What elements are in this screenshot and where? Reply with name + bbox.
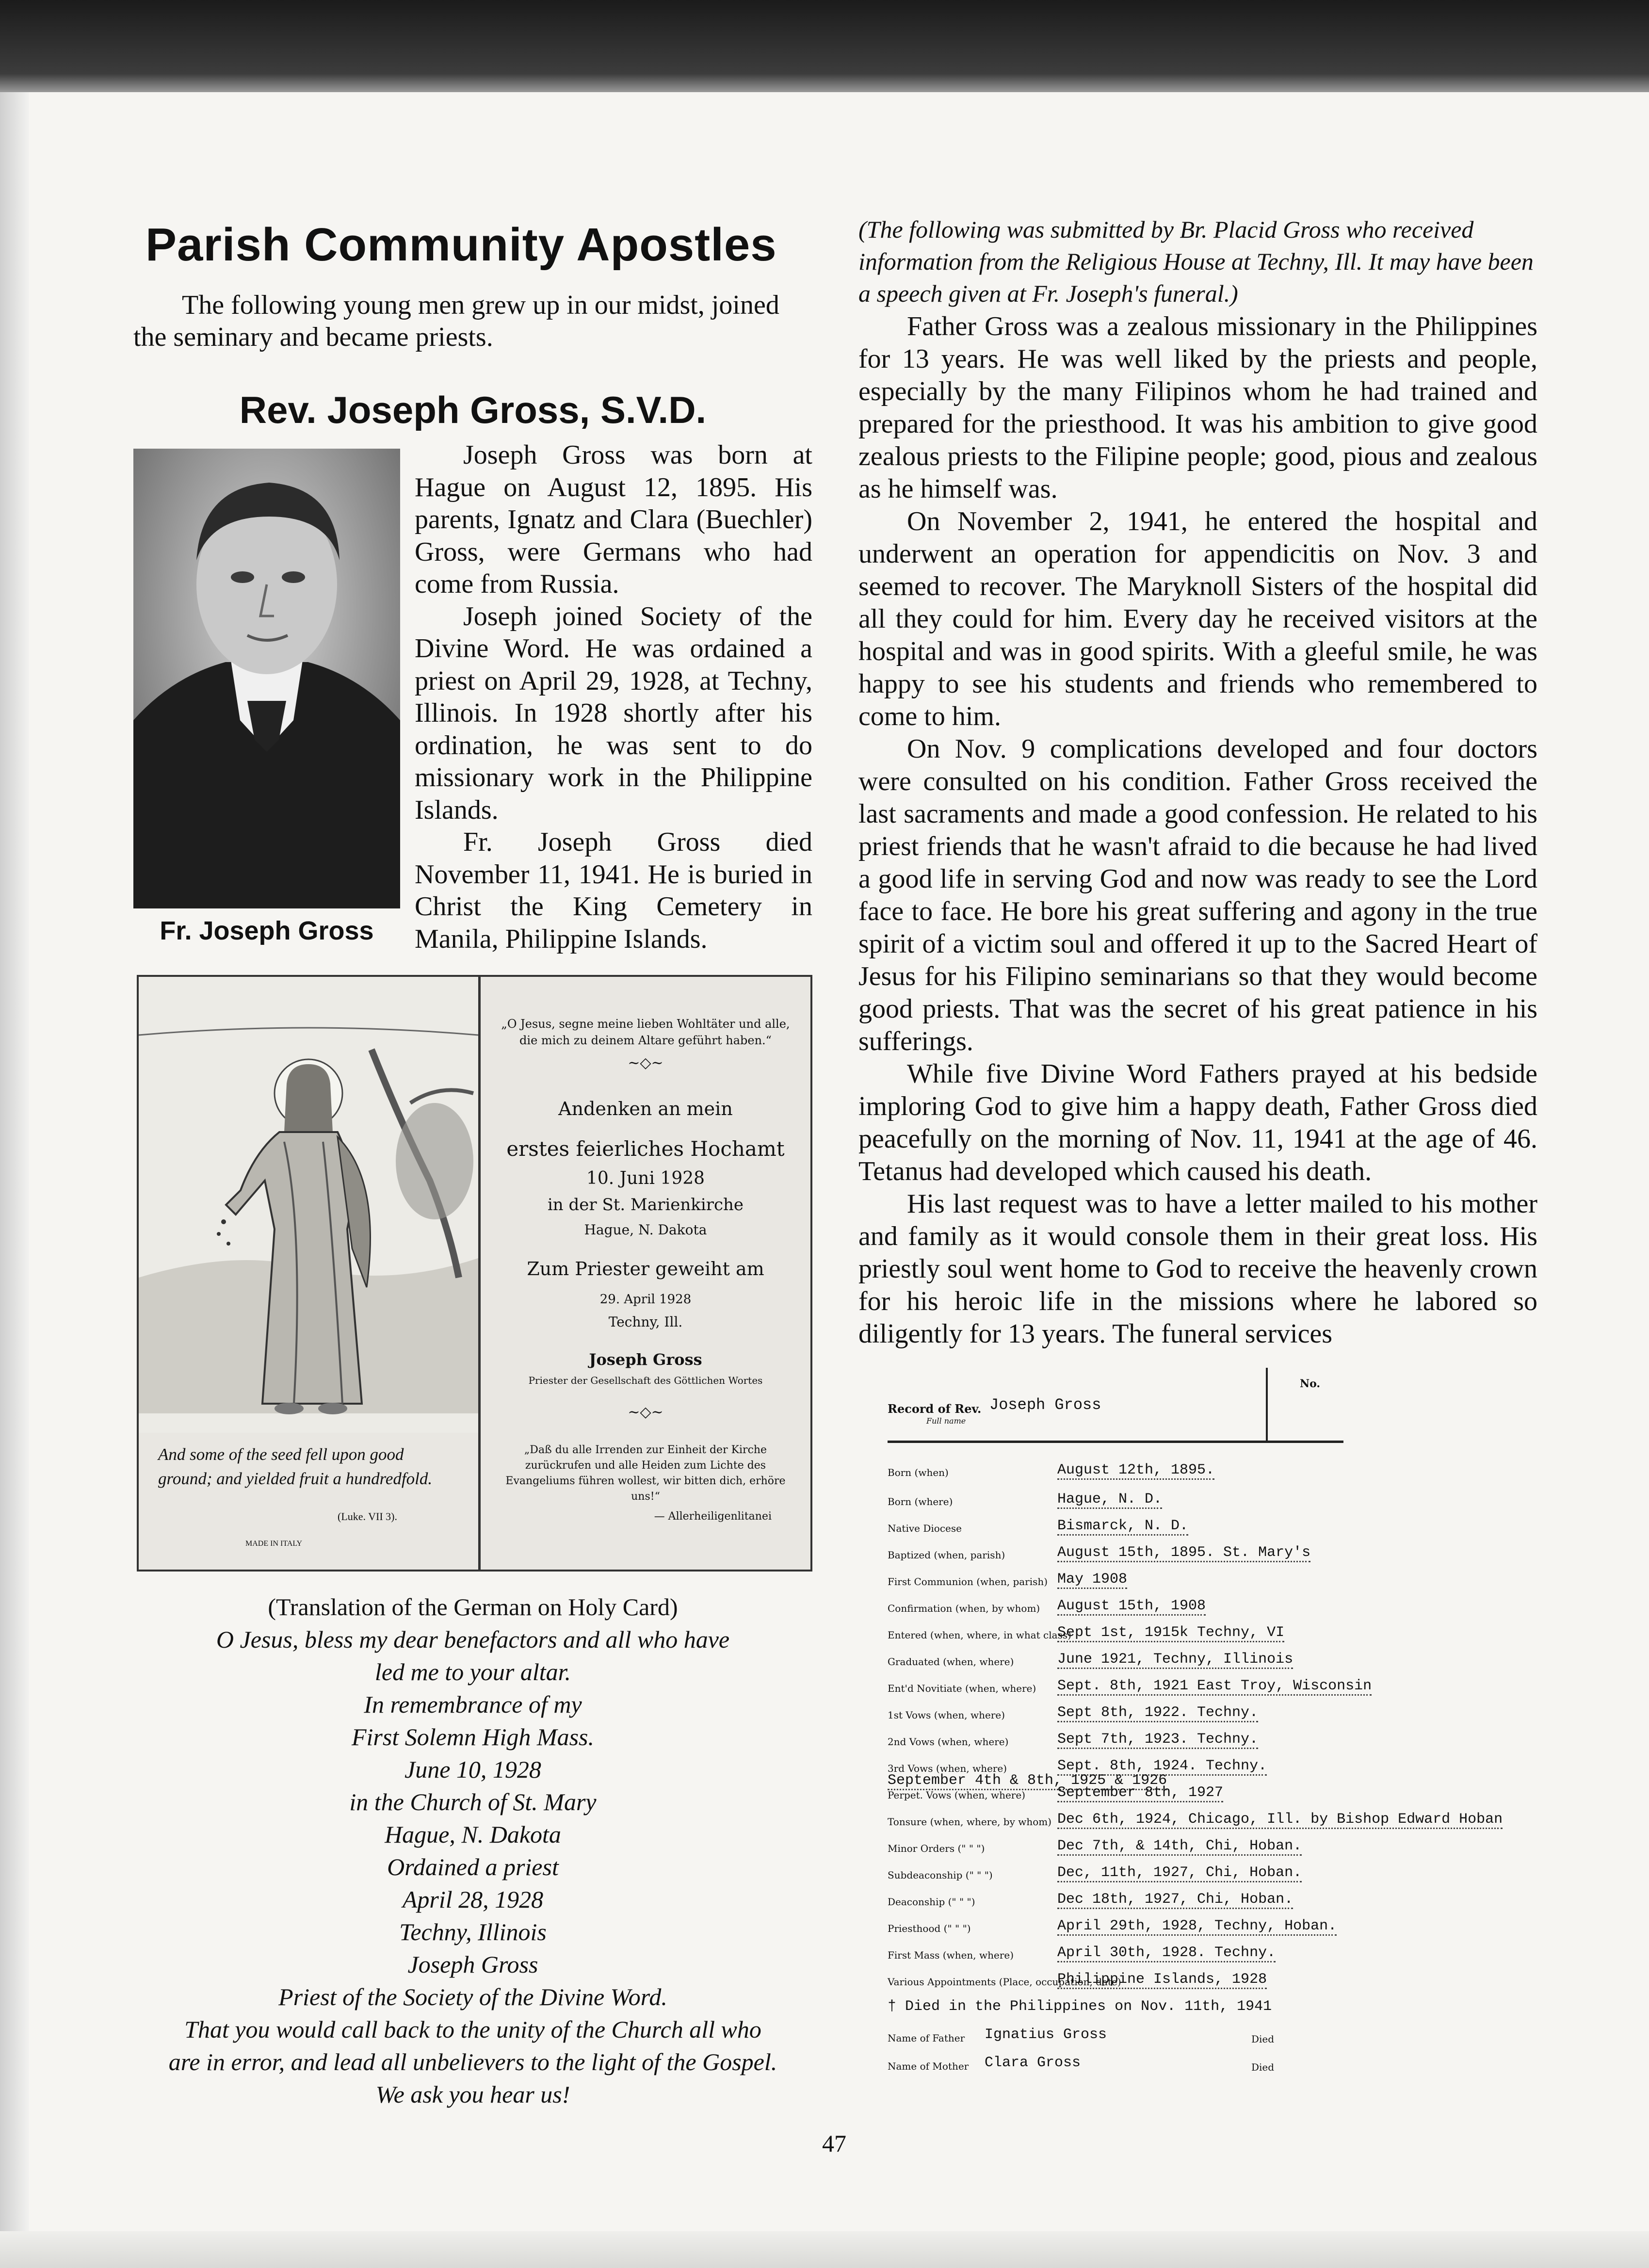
record-row	[888, 1916, 1547, 1940]
holy-card-line: 10. Juni 1928	[586, 1168, 705, 1188]
record-title-label: Record of Rev.	[888, 1402, 982, 1416]
right-article	[858, 310, 1537, 1350]
record-row	[888, 1782, 1547, 1807]
record-row-label: 1st Vows (when, where)	[888, 1709, 1005, 1721]
translation-line: Techny, Illinois	[399, 1918, 547, 1945]
record-row	[888, 1676, 1547, 1700]
record-row	[888, 1622, 1547, 1647]
record-rule	[888, 1441, 1343, 1443]
article-paragraph: On November 2, 1941, he entered the hospital and underwent an operation for appendicitis on Nov. 3 and seemed to recover. The Maryknoll Sisters of the hospital did all they could for him. Every day he received visitors at the hospital and was in good spirits. With a gleeful smile, he was happy to see his students and friends who remembered to come to him.	[858, 506, 1537, 731]
translation-line: June 10, 1928	[404, 1756, 541, 1783]
sower-illustration	[139, 977, 478, 1433]
record-row	[888, 1542, 1547, 1567]
article-paragraph: His last request was to have a letter mailed to his mother and family as it would console them in their great loss. His priestly soul went home to God to receive the heavenly crown for his heroic life in the missions where he labored so diligently for 13 years. The funeral services	[858, 1189, 1537, 1349]
translation-line: In remembrance of my	[364, 1691, 582, 1718]
holy-card-image-caption: And some of the seed fell upon good ground; and yielded fruit a hundredfold.	[158, 1445, 433, 1488]
record-divider	[1266, 1368, 1268, 1441]
translation-line: Hague, N. Dakota	[385, 1821, 561, 1848]
translation-line: Priest of the Society of the Divine Word.	[278, 1983, 667, 2010]
record-father-label: Name of Father	[888, 2032, 965, 2044]
record-row-label: Confirmation (when, by whom)	[888, 1603, 1040, 1614]
holy-card-line: Hague, N. Dakota	[584, 1222, 707, 1238]
record-died-label: Died	[1251, 2033, 1275, 2045]
bottom-edge	[0, 2231, 1649, 2268]
translation-line: (Translation of the German on Holy Card)	[268, 1593, 678, 1620]
translation-line: That you would call back to the unity of the Church all who	[184, 2016, 761, 2043]
record-row	[888, 1863, 1547, 1887]
record-row-value: September 4th & 8th, 1925 & 1926	[888, 1772, 1167, 1790]
record-row	[888, 1969, 1547, 1993]
article-paragraph: Father Gross was a zealous missionary in the Philippines for 13 years. He was well liked by the priests and people, especially by the many Filipinos whom he had trained and prepared for the priesthood. It was his ambition to give good zealous priests to the Filipine people; good, pious and zealous as he himself was.	[858, 311, 1537, 504]
holy-card-line: Zum Priester geweiht am	[527, 1258, 764, 1280]
intro-text: The following young men grew up in our midst, joined the seminary and became priests.	[133, 290, 779, 352]
page-spine-shadow	[0, 92, 29, 2268]
record-fullname-label: Full name	[926, 1416, 966, 1426]
record-row-label: 2nd Vows (when, where)	[888, 1736, 1009, 1748]
record-row-label: Native Diocese	[888, 1523, 962, 1534]
record-row	[888, 1889, 1547, 1913]
holy-card-line: in der St. Marienkirche	[547, 1195, 744, 1215]
right-note	[858, 213, 1537, 309]
record-row	[888, 1729, 1547, 1753]
subheading: Rev. Joseph Gross, S.V.D.	[239, 389, 707, 431]
record-row-value: Dec 7th, & 14th, Chi, Hoban.	[1057, 1838, 1302, 1856]
translation-line: Joseph Gross	[407, 1951, 538, 1978]
record-row-label: Tonsure (when, where, by whom)	[888, 1816, 1052, 1828]
photo-caption: Fr. Joseph Gross	[160, 916, 374, 945]
translation-line: We ask you hear us!	[375, 2081, 570, 2108]
record-row-value: Philippine Islands, 1928	[1057, 1971, 1267, 1989]
record-row	[888, 1569, 1547, 1593]
record-row-value: Hague, N. D.	[1057, 1491, 1162, 1509]
record-mother-value: Clara Gross	[985, 2055, 1081, 2071]
record-row	[888, 1489, 1547, 1513]
record-row-value: August 15th, 1908	[1057, 1598, 1206, 1616]
translation-line: Ordained a priest	[387, 1853, 559, 1880]
record-row-value: Sept. 8th, 1921 East Troy, Wisconsin	[1057, 1678, 1372, 1696]
bio-text	[415, 439, 812, 955]
record-row-value: April 30th, 1928. Techny.	[1057, 1944, 1276, 1962]
record-row-label: First Mass (when, where)	[888, 1949, 1014, 1961]
translation-line: First Solemn High Mass.	[352, 1723, 594, 1750]
record-row-value: Dec, 11th, 1927, Chi, Hoban.	[1057, 1864, 1302, 1882]
record-row-value: June 1921, Techny, Illinois	[1057, 1651, 1293, 1669]
record-row-value: August 12th, 1895.	[1057, 1462, 1214, 1480]
holy-card-scripture-ref: (Luke. VII 3).	[338, 1510, 397, 1523]
holy-card-line: erstes feierliches Hochamt	[506, 1137, 785, 1161]
record-row-value: April 29th, 1928, Techny, Hoban.	[1057, 1918, 1337, 1936]
record-father-value: Ignatius Gross	[985, 2026, 1107, 2043]
record-row	[888, 1943, 1547, 1967]
record-row-label: Born (when)	[888, 1467, 949, 1478]
ornament: ~◇~	[628, 1404, 663, 1421]
submission-note: (The following was submitted by Br. Placid Gross who received information from the Religious House at Techny, Ill. It may have been a speech given at Fr. Joseph's funeral.)	[858, 216, 1534, 307]
record-row-value: Sept 7th, 1923. Techny.	[1057, 1731, 1258, 1749]
record-row	[888, 1702, 1547, 1727]
holy-card-prayer-source: — Allerheiligenlitanei	[654, 1510, 772, 1523]
record-row-label: Entered (when, where, in what class)	[888, 1629, 1071, 1641]
record-row-label: Graduated (when, where)	[888, 1656, 1014, 1668]
translation-line: O Jesus, bless my dear benefactors and all who have	[216, 1626, 730, 1653]
record-row-label: First Communion (when, parish)	[888, 1576, 1048, 1588]
record-row	[888, 1516, 1547, 1540]
record-row-label: Deaconship (" " ")	[888, 1896, 975, 1908]
record-form	[888, 1368, 1547, 2086]
record-row-label: Baptized (when, parish)	[888, 1549, 1005, 1561]
record-died-line: † Died in the Philippines on Nov. 11th, 1941	[888, 1998, 1272, 2015]
translation-line: April 28, 1928	[402, 1886, 544, 1913]
holy-card-prayer-top: „O Jesus, segne meine lieben Wohltäter und alle, die mich zu deinem Altare geführt haben.“	[501, 1017, 790, 1047]
record-row-value: Sept 1st, 1915k Techny, VI	[1057, 1624, 1284, 1642]
record-row	[888, 1649, 1547, 1673]
holy-card-line: 29. April 1928	[599, 1292, 692, 1307]
record-row-value: Dec 18th, 1927, Chi, Hoban.	[1057, 1891, 1293, 1909]
record-mother-label: Name of Mother	[888, 2060, 969, 2072]
record-title-value: Joseph Gross	[989, 1396, 1101, 1414]
record-row-label: Various Appointments (Place, occupation, date)	[888, 1976, 1121, 1988]
holy-card-prayer-bottom: „Daß du alle Irrenden zur Einheit der Kirche zurückrufen und alle Heiden zum Lichte des Evangeliums führen wollest, wir bitten dich, erhöre uns!“	[505, 1444, 786, 1503]
record-no-label: No.	[1300, 1377, 1321, 1390]
translation-line: in the Church of St. Mary	[349, 1788, 597, 1815]
record-row	[888, 1836, 1547, 1860]
record-row-label: Priesthood (" " ")	[888, 1923, 971, 1934]
record-row-value: May 1908	[1057, 1571, 1127, 1589]
portrait-photo	[133, 449, 400, 908]
record-row	[888, 1460, 1547, 1484]
record-row-label: Perpet. Vows (when, where)	[888, 1789, 1026, 1801]
ornament: ~◇~	[628, 1054, 663, 1071]
made-in-italy: MADE IN ITALY	[245, 1539, 303, 1548]
record-row-value: Sept. 8th, 1924. Techny.	[1057, 1758, 1267, 1776]
page-heading: Parish Community Apostles	[146, 219, 777, 271]
article-paragraph: On Nov. 9 complications developed and four doctors were consulted on his condition. Father Gross received the last sacraments and made a good confession. He related to his priest friends that he wasn't afraid to die because he had lived a good life in serving God and now was ready to see the Lord face to face. He bore his great suffering and agony in the true spirit of a victim soul and offered it up to the Sacred Heart of Jesus for his Filipino seminarians so that they would become good priests. That was the secret of his great patience in his sufferings.	[858, 734, 1537, 1056]
translation-line: led me to your altar.	[374, 1658, 571, 1685]
page-number: 47	[822, 2130, 846, 2157]
record-row	[888, 1596, 1547, 1620]
holy-card-line: Andenken an mein	[558, 1098, 733, 1119]
holy-card-line: Priester der Gesellschaft des Göttlichen Wortes	[528, 1375, 763, 1386]
bio-paragraph: Joseph Gross was born at Hague on August 12, 1895. His parents, Ignatz and Clara (Buechler) Gross, were Germans who had come from Russia.	[415, 440, 812, 599]
record-row-label: Born (where)	[888, 1496, 953, 1507]
holy-card-line: Joseph Gross	[589, 1350, 702, 1369]
translation-line: are in error, and lead all unbelievers to the light of the Gospel.	[168, 2048, 777, 2075]
bio-paragraph: Joseph joined Society of the Divine Word. He was ordained a priest on April 29, 1928, at Techny, Illinois. In 1928 shortly after his ordination, he was sent to do missionary work in the Philippine Islands.	[415, 601, 812, 825]
record-row-label: 3rd Vows (when, where)	[888, 1763, 1007, 1774]
record-row-value: September 8th, 1927	[1057, 1784, 1223, 1802]
holy-card-line: Techny, Ill.	[608, 1314, 683, 1330]
record-row-value: August 15th, 1895. St. Mary's	[1057, 1544, 1310, 1562]
holy-card-image	[139, 977, 481, 1570]
article-paragraph: While five Divine Word Fathers prayed at his bedside imploring God to give him a happy death, Father Gross died peacefully on the morning of Nov. 11, 1941 at the age of 46. Tetanus had developed which caused his death.	[858, 1059, 1537, 1186]
record-mother-died-label: Died	[1251, 2061, 1275, 2073]
record-row-value: Bismarck, N. D.	[1057, 1518, 1188, 1536]
scanner-edge	[0, 0, 1649, 92]
holy-card-text	[481, 977, 810, 1570]
record-row-label: Minor Orders (" " ")	[888, 1843, 985, 1854]
record-row-value: Sept 8th, 1922. Techny.	[1057, 1704, 1258, 1722]
record-row	[888, 1809, 1547, 1833]
record-row-value: Dec 6th, 1924, Chicago, Ill. by Bishop Edward Hoban	[1057, 1811, 1503, 1829]
record-row-label: Subdeaconship (" " ")	[888, 1869, 993, 1881]
bio-paragraph: Fr. Joseph Gross died November 11, 1941. He is buried in Christ the King Cemetery in Manila, Philippine Islands.	[415, 827, 812, 954]
record-row-label: Ent'd Novitiate (when, where)	[888, 1683, 1036, 1694]
holy-card	[137, 975, 812, 1571]
translation-block	[131, 1591, 815, 2111]
